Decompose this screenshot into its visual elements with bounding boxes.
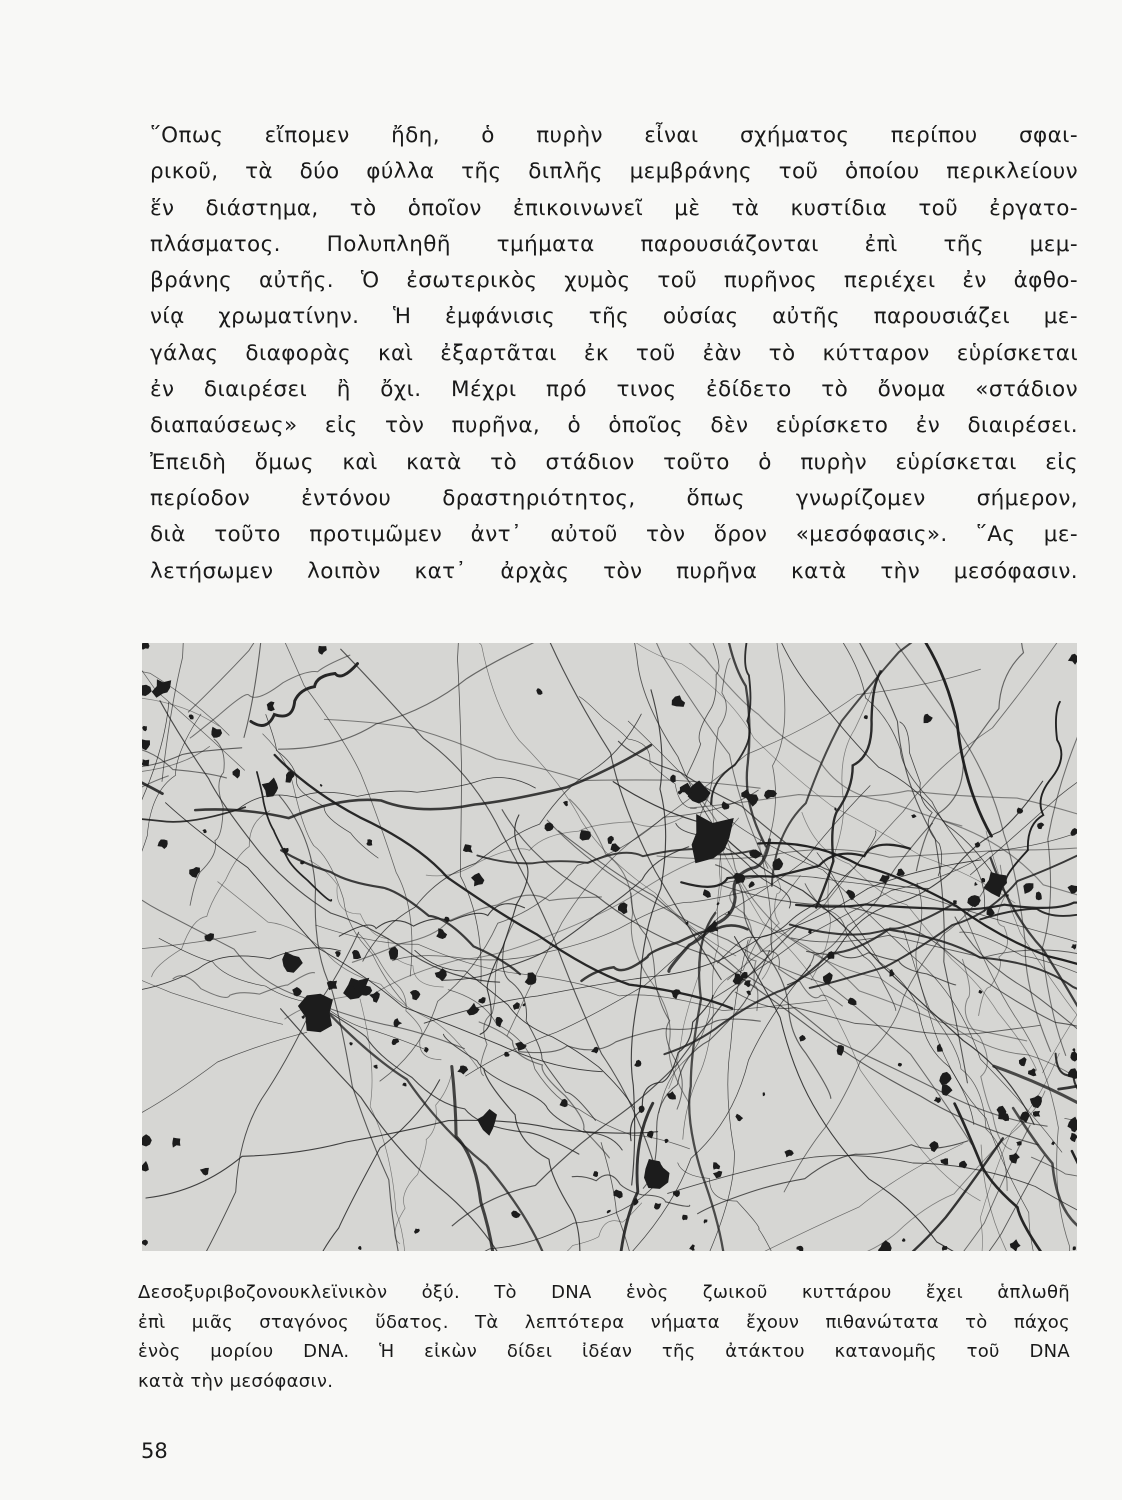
caption-line: κατὰ τὴν μεσόφασιν. [138,1370,334,1392]
body-line: νίᾳ χρωματίνην. Ἡ ἐμφάνισις τῆς οὐσίας αὐτῆς παρουσιάζει με- [150,304,1078,330]
dna-micrograph [142,643,1077,1251]
body-line: Ἐπειδὴ ὅμως καὶ κατὰ τὸ στάδιον τοῦτο ὁ πυρὴν εὑρίσκεται εἰς [150,449,1078,475]
caption-line: ἑνὸς μορίου DNA. Ἡ εἰκὼν δίδει ἰδέαν τῆς ἀτάκτου κατανομῆς τοῦ DNA [138,1341,1070,1362]
body-line: γάλας διαφορὰς καὶ ἐξαρτᾶται ἐκ τοῦ ἐὰν τὸ κύτταρον εὑρίσκεται [150,340,1078,366]
chromatin-clump [682,1215,688,1221]
body-line: ἕν διάστημα, τὸ ὁποῖον ἐπικοινωνεῖ μὲ τὰ κυστίδια τοῦ ἐργατο- [150,195,1078,221]
body-line: περίοδον ἐντόνου δραστηριότητος, ὅπως γνωρίζομεν σήμερον, [150,485,1078,511]
chromatin-clump [1073,1246,1076,1250]
page-number: 58 [141,1439,168,1463]
body-line: ρικοῦ, τὰ δύο φύλλα τῆς διπλῆς μεμβράνης τοῦ ὁποίου περικλείουν [150,159,1078,185]
caption-line: ἐπὶ μιᾶς σταγόνος ὕδατος. Τὰ λεπτότερα νήματα ἔχουν πιθανώτατα τὸ πάχος [138,1311,1070,1333]
body-paragraph [150,118,1078,590]
body-line: ῞Οπως εἴπομεν ἤδη, ὁ πυρὴν εἶναι σχήματος περίπου σφαι- [150,123,1078,148]
body-line: διὰ τοῦτο προτιμῶμεν ἀντ᾽ αὐτοῦ τὸν ὅρον «μεσόφασις». ῞Ας με- [150,522,1078,548]
chromatin-clump [142,759,149,766]
figure-caption [138,1278,1070,1396]
body-line: διαπαύσεως» εἰς τὸν πυρῆνα, ὁ ὁποῖος δὲν εὑρίσκετο ἐν διαιρέσει. [150,413,1078,439]
caption-line: Δεσοξυριβοζονουκλεϊνικὸν ὀξύ. Τὸ DNA ἑνὸς ζωικοῦ κυττάρου ἔχει ἁπλωθῆ [138,1282,1070,1303]
body-line: βράνης αὐτῆς. Ὁ ἐσωτερικὸς χυμὸς τοῦ πυρῆνος περιέχει ἐν ἀφθο- [150,268,1078,294]
dna-micrograph-image [142,643,1077,1251]
body-line: ἐν διαιρέσει ἢ ὄχι. Μέχρι πρό τινος ἐδίδετο τὸ ὄνομα «στάδιον [150,377,1078,403]
body-line: λετήσωμεν λοιπὸν κατ᾽ ἀρχὰς τὸν πυρῆνα κατὰ τὴν μεσόφασιν. [150,558,1078,584]
body-line: πλάσματος. Πολυπληθῆ τμήματα παρουσιάζονται ἐπὶ τῆς μεμ- [150,231,1078,257]
